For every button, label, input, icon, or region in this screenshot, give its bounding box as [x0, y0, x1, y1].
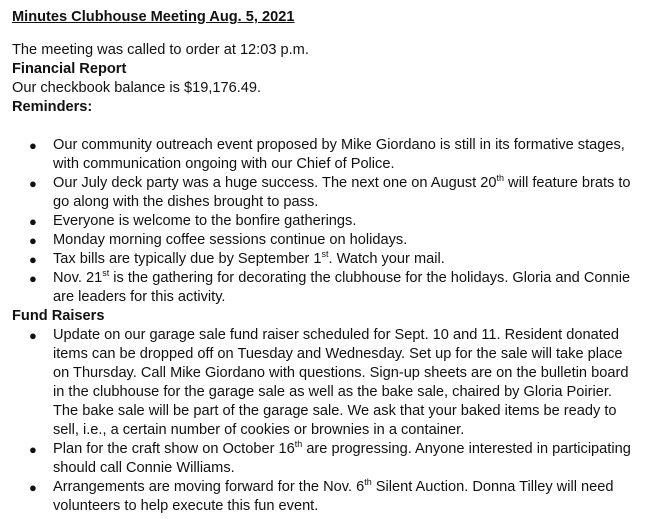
fund-raisers-heading: Fund Raisers: [12, 308, 105, 324]
reminders-heading: Reminders:: [12, 99, 93, 115]
bullet-icon: ●: [29, 138, 37, 153]
list-item: ● Tax bills are typically due by September 1st. Watch your mail.: [29, 249, 445, 267]
list-item: ● Our community outreach event proposed by Mike Giordano is still in its formative stages, with communication ongoing with our Chief of Police.: [29, 137, 625, 172]
bullet-icon: ●: [29, 271, 37, 286]
checkbook-balance-text: Our checkbook balance is $19,176.49.: [12, 80, 262, 96]
bullet-icon: ●: [29, 233, 37, 248]
list-item: ● Plan for the craft show on October 16th are progressing. Anyone interested in participating should call Connie Williams.: [29, 439, 631, 476]
financial-report-heading: Financial Report: [12, 61, 127, 77]
list-item: ● Everyone is welcome to the bonfire gatherings.: [29, 213, 357, 229]
list-item: ● Monday morning coffee sessions continue on holidays.: [29, 232, 408, 248]
list-item: ● Nov. 21st is the gathering for decorating the clubhouse for the holidays. Gloria and Connie are leaders for this activity.: [29, 268, 631, 305]
bullet-icon: ●: [29, 252, 37, 267]
list-item: ● Our July deck party was a huge success. The next one on August 20th will feature brats to go along with the dishes brought to pass.: [29, 173, 631, 210]
bullet-icon: ●: [29, 328, 37, 343]
bullet-icon: ●: [29, 176, 37, 191]
call-to-order-text: The meeting was called to order at 12:03 p.m.: [12, 42, 309, 58]
bullet-icon: ●: [29, 480, 37, 495]
fund-raisers-list: [12, 326, 638, 516]
list-item: ● Update on our garage sale fund raiser scheduled for Sept. 10 and 11. Resident donated items can be dropped off on Tuesday and Wednesday. Set up for the sale will take place on Thursday. Call Mike Giordano with questions. Sign-up sheets are on the bulletin board in the clubhouse for the garage sale as well as the bake sale, chaired by Gloria Poirier. The bake sale will be part of the garage sale. We ask that your baked items be ready to sell, i.e., a certain number of cookies or brownies in a container.: [29, 327, 629, 438]
bullet-icon: ●: [29, 214, 37, 229]
bullet-icon: ●: [29, 442, 37, 457]
document-title: Minutes Clubhouse Meeting Aug. 5, 2021: [12, 9, 295, 25]
reminders-list: [12, 136, 638, 307]
list-item: ● Arrangements are moving forward for the Nov. 6th Silent Auction. Donna Tilley will need volunteers to help execute this fun event.: [29, 477, 614, 514]
